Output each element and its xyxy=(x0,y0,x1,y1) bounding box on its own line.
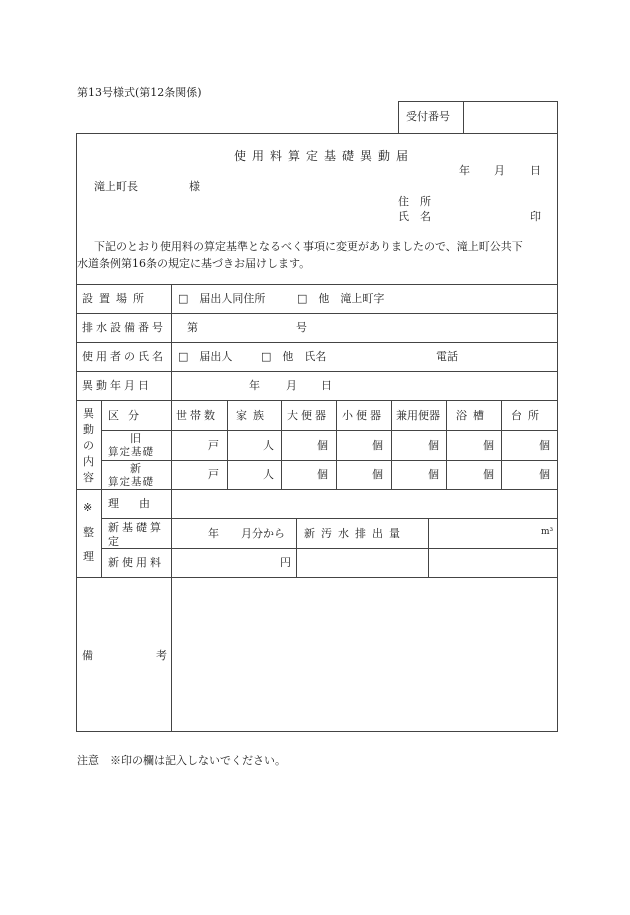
new-unit-households: 戸 xyxy=(208,468,219,481)
date-month: 月 xyxy=(494,164,505,177)
header-family: 家族 xyxy=(236,409,270,422)
change-date-year: 年 xyxy=(249,379,260,392)
phone-label: 電話 xyxy=(436,350,458,363)
new-fee-label: 新使用料 xyxy=(108,556,164,569)
month-from-text: 年 月分から xyxy=(208,527,285,540)
header-category: 区分 xyxy=(108,409,148,422)
old-unit-toilet-small: 個 xyxy=(372,439,383,452)
user-option-applicant[interactable]: □ 届出人 xyxy=(178,350,233,363)
office-side-2: 整 xyxy=(83,526,94,539)
new-unit-toilet-combined: 個 xyxy=(428,468,439,481)
new-row-label-top: 新 xyxy=(130,462,141,475)
header-toilet-combined: 兼用便器 xyxy=(396,409,440,422)
body-line-2: 水道条例第16条の規定に基づきお届けします。 xyxy=(77,257,311,270)
address-field[interactable] xyxy=(440,193,550,207)
change-side-2: 動 xyxy=(83,423,94,436)
body-line-1: 下記のとおり使用料の算定基準となるべく事項に変更がありましたので、滝上町公共下 xyxy=(94,240,523,253)
receipt-number-field[interactable] xyxy=(466,104,554,130)
change-date-month: 月 xyxy=(286,379,297,392)
cubic-meter-unit: m³ xyxy=(541,527,554,537)
addressee-mayor: 滝上町長 xyxy=(94,180,138,193)
yen-unit: 円 xyxy=(280,556,291,569)
old-unit-bathtub: 個 xyxy=(483,439,494,452)
drain-number-label: 排水設備番号 xyxy=(82,321,166,334)
drain-number-prefix: 第 xyxy=(187,321,198,334)
header-toilet-small: 小便器 xyxy=(342,409,384,422)
change-side-4: 内 xyxy=(83,455,94,468)
remarks-label-a: 備 xyxy=(82,649,93,662)
old-row-label-top: 旧 xyxy=(130,432,141,445)
location-label: 設置場所 xyxy=(82,292,150,305)
old-unit-family: 人 xyxy=(263,439,274,452)
header-households: 世帯数 xyxy=(176,409,218,422)
address-label: 住 所 xyxy=(398,195,431,208)
receipt-number-label: 受付番号 xyxy=(406,110,450,123)
user-name-label: 使用者の氏名 xyxy=(82,350,166,363)
date-year: 年 xyxy=(459,164,470,177)
new-basis-label-2: 定 xyxy=(108,535,119,548)
name-field[interactable] xyxy=(440,208,520,222)
form-number: 第13号様式(第12条関係) xyxy=(77,86,202,99)
office-side-mark: ※ xyxy=(83,501,93,514)
sewage-volume-label: 新汚水排出量 xyxy=(304,527,406,540)
new-unit-family: 人 xyxy=(263,468,274,481)
header-kitchen: 台所 xyxy=(511,409,545,422)
new-unit-bathtub: 個 xyxy=(483,468,494,481)
change-side-1: 異 xyxy=(83,407,94,420)
change-date-day: 日 xyxy=(321,379,332,392)
new-unit-toilet-small: 個 xyxy=(372,468,383,481)
new-unit-kitchen: 個 xyxy=(539,468,550,481)
location-option-same[interactable]: □ 届出人同住所 xyxy=(178,292,266,305)
new-row-label-bottom: 算定基礎 xyxy=(108,476,154,488)
drain-number-field[interactable] xyxy=(205,318,290,336)
change-side-3: の xyxy=(83,439,94,452)
reason-label: 理由 xyxy=(108,497,170,510)
new-unit-toilet-large: 個 xyxy=(317,468,328,481)
name-label: 氏 名 xyxy=(398,210,431,223)
footer-note: 注意 ※印の欄は記入しないでください。 xyxy=(77,754,286,767)
change-date-label: 異動年月日 xyxy=(82,379,152,392)
office-side-3: 理 xyxy=(83,550,94,563)
location-option-other[interactable]: □ 他 滝上町字 xyxy=(297,292,385,305)
form-title: 使用料算定基礎異動届 xyxy=(234,149,415,163)
addressee-honorific: 様 xyxy=(189,180,200,193)
old-row-label-bottom: 算定基礎 xyxy=(108,446,154,458)
old-unit-toilet-large: 個 xyxy=(317,439,328,452)
old-unit-toilet-combined: 個 xyxy=(428,439,439,452)
new-basis-label-1: 新基礎算 xyxy=(108,521,164,534)
seal-mark: 印 xyxy=(530,210,541,223)
old-unit-households: 戸 xyxy=(208,439,219,452)
header-toilet-large: 大便器 xyxy=(287,409,329,422)
drain-number-suffix: 号 xyxy=(296,321,307,334)
header-bathtub: 浴槽 xyxy=(456,409,490,422)
change-side-5: 容 xyxy=(83,471,94,484)
old-unit-kitchen: 個 xyxy=(539,439,550,452)
date-day: 日 xyxy=(530,164,541,177)
remarks-field[interactable] xyxy=(174,580,554,728)
remarks-label-b: 考 xyxy=(156,649,167,662)
user-option-other[interactable]: □ 他 氏名 xyxy=(261,350,327,363)
